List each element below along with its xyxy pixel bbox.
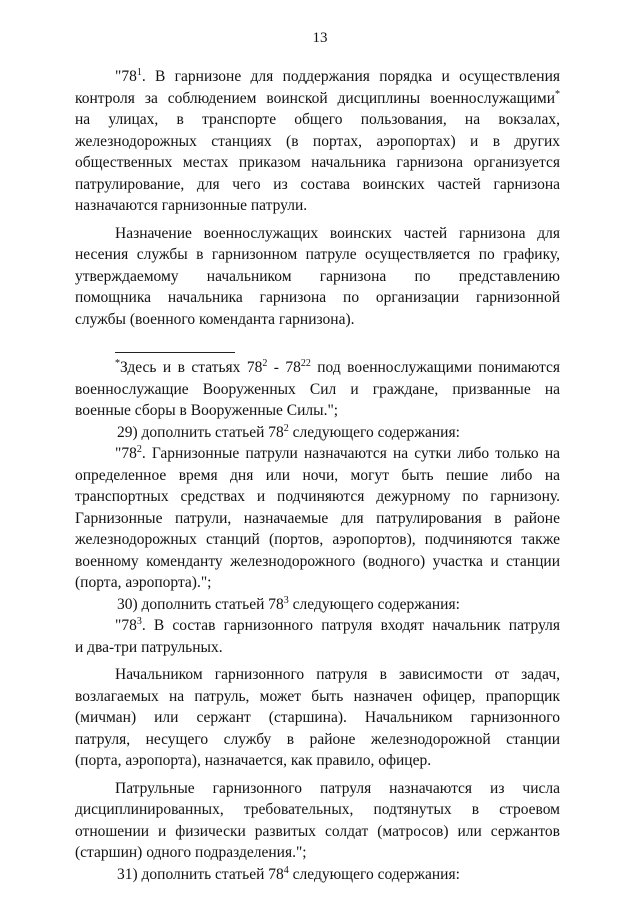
text-line: отношении и физически развитых солдат (матросов) или сержантов [75,822,560,840]
text-line: транспортных средствах и подчиняются дежурному по гарнизону. [75,488,560,505]
text-line: Начальником гарнизонного патруля в зависимости от задач, [115,666,560,683]
text-line: военнослужащие Вооруженных Сил и граждане, призванные на [75,380,560,398]
paragraph-assignment [75,223,560,331]
item-29: 29) дополнить статьей $78^2$ следующего содержания: [117,422,460,441]
text-line: Гарнизонные патрули, назначаемые для патрулирования в районе [75,509,560,527]
text-line: возлагаемых на патруль, может быть назначен офицер, прапорщик [75,687,560,705]
text-line: дисциплинированных, требовательных, подтянутых в строевом [75,801,560,818]
text-line: помощника начальника гарнизона по организации гарнизонной [75,289,560,306]
text-line: железнодорожных станций (портов, аэропортов), подчиняются также [75,531,560,548]
text-line: (порта, аэропорта)."; [75,574,212,591]
text-line: *Здесь и в статьях $78^2 - 78^{22}$ под военнослужащими понимаются [115,358,560,376]
text-line: (старшин) одного подразделения."; [75,844,307,861]
text-line: патруля, несущего службу в районе железнодорожной станции [75,730,560,748]
text-line: военные сборы в Вооруженные Силы."; [75,402,339,419]
text-line: патрулирование, для чего из состава воинских частей гарнизона [75,175,560,193]
text-line: Патрульные гарнизонного патруля назначаются из числа [115,779,560,797]
text-line: военному коменданту железнодорожного (водного) участка и станции [75,552,560,570]
paragraph-article-78-2 [75,443,560,594]
text-line: общественных местах приказом начальника гарнизона организуется [75,154,560,171]
text-line: определенное время дня или ночи, могут быть пешие либо на [75,466,560,484]
item-30: 30) дополнить статьей $78^3$ следующего содержания: [117,594,460,613]
text-line: несения службы в гарнизонном патруле осуществляется по графику, [75,246,560,263]
paragraph-patrolmen [75,778,560,864]
text-line: (порта, аэропорта), назначается, как правило, офицер. [75,752,432,769]
item-31: 31) дополнить статьей $78^4$ следующего содержания: [117,864,460,883]
footnote [75,357,560,422]
paragraph-article-78-1 [75,66,560,217]
text-line: железнодорожных станциях (в портах, аэропортах) и в других [75,132,560,150]
paragraph-patrol-chief [75,664,560,772]
footnote-divider [115,352,235,353]
text-line: службы (военного коменданта гарнизона). [75,310,355,328]
paragraph-article-78-3 [75,615,560,658]
text-line: (мичман) или сержант (старшина). Начальником гарнизонного [75,709,560,726]
text-line: назначаются гарнизонные патрули. [75,197,308,214]
page-number: 13 [312,30,328,46]
text-line: и два-три патрульных. [75,638,223,656]
text-line: утверждаемому начальником гарнизона по представлению [75,267,560,285]
text-line: на улицах, в транспорте общего пользования, на вокзалах, [75,111,560,128]
text-line: контроля за соблюдением воинской дисциплины военнослужащими* [75,88,560,107]
document-body [75,66,560,885]
text-line: "$78^1$. В гарнизоне для поддержания порядка и осуществления [115,67,560,85]
text-line: "$78^2$. Гарнизонные патрули назначаются на сутки либо только на [115,444,560,462]
text-line: "$78^3$. В состав гарнизонного патруля входят начальник патруля [115,616,560,634]
text-line: Назначение военнослужащих воинских частей гарнизона для [115,224,560,242]
